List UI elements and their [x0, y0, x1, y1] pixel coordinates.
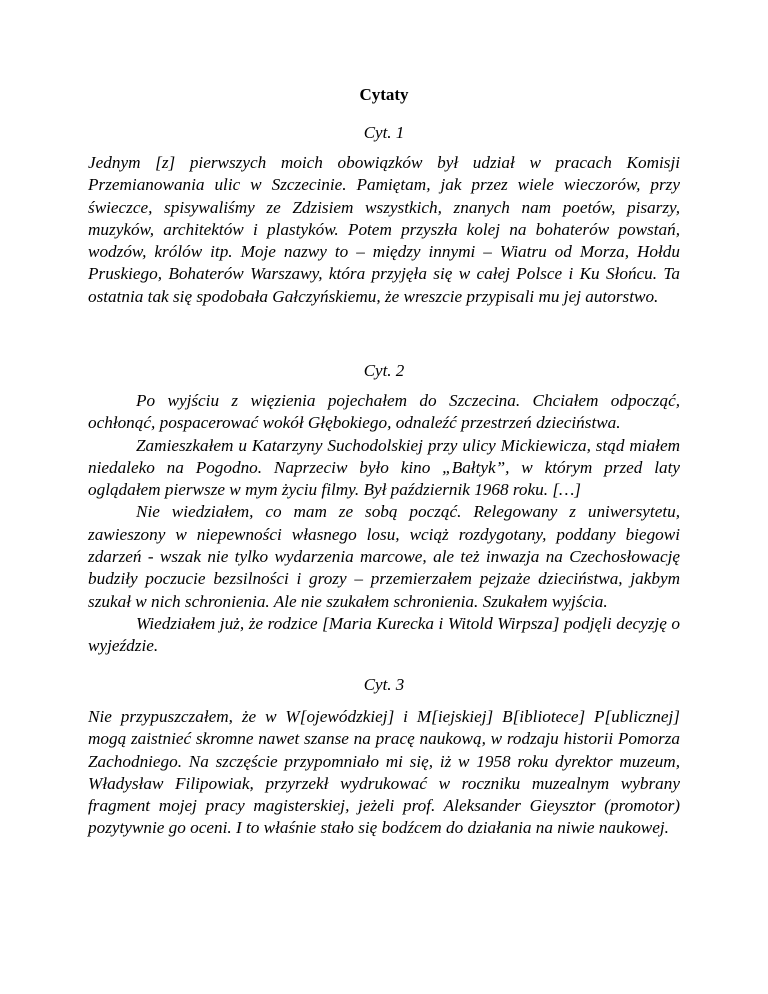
quote-3-heading: Cyt. 3	[363, 675, 405, 694]
quote-2-paragraph-2: Zamieszkałem u Katarzyny Suchodolskiej przy ulicy Mickiewicza, stąd miałem niedaleko na Pogodno. Naprzeciw było kino „Bałtyk”, w którym przed laty oglądałem pierwsze w mym życiu filmy. Był październik 1968 roku. […]	[88, 435, 680, 500]
quote-2-body	[88, 390, 680, 658]
quote-3-paragraph-1: Nie przypuszczałem, że w W[ojewódzkiej] i M[iejskiej] B[ibliotece] P[ublicznej] mogą zaistnieć skromne nawet szanse na pracę naukową, w rodzaju historii Pomorza Zachodniego. Na szczęście przypomniało mi się, iż w 1958 roku dyrektor muzeum, Władysław Filipowiak, przyrzekł wydrukować w roczniku muzealnym wybrany fragment mojej pracy magisterskiej, jeżeli prof. Aleksander Gieysztor (promotor) pozytywnie go oceni. I to właśnie stało się bodźcem do działania na niwie naukowej.	[88, 707, 680, 838]
quote-3-body	[88, 706, 680, 840]
document-title: Cytaty	[359, 85, 409, 104]
quote-2-paragraph-4: Wiedziałem już, że rodzice [Maria Kurecka i Witold Wirpsza] podjęli decyzję o wyjeździe.	[88, 613, 680, 656]
quote-2-paragraph-3: Nie wiedziałem, co mam ze sobą począć. Relegowany z uniwersytetu, zawieszony w niepewności własnego losu, wciąż rozdygotany, poddany biegowi zdarzeń - wszak nie tylko wydarzenia marcowe, ale też inwazja na Czechosłowację budziły poczucie bezsilności i grozy – przemierzałem pejzaże dzieciństwa, jakbym szukał w nich schronienia. Ale nie szukałem schronienia. Szukałem wyjścia.	[88, 502, 680, 611]
quote-2-heading: Cyt. 2	[363, 361, 405, 380]
quote-2-paragraph-1: Po wyjściu z więzienia pojechałem do Szczecina. Chciałem odpocząć, ochłonąć, pospacerować wokół Głębokiego, odnaleźć przestrzeń dzieciństwa.	[88, 391, 680, 433]
quote-1-heading: Cyt. 1	[363, 123, 405, 142]
quote-1-body	[88, 152, 680, 308]
quote-1-paragraph-1: Jednym [z] pierwszych moich obowiązków był udział w pracach Komisji Przemianowania ulic w Szczecinie. Pamiętam, jak przez wiele wieczorów, przy świeczce, spisywaliśmy ze Zdzisiem wszystkich, znanych nam poetów, pisarzy, muzyków, architektów i plastyków. Potem przyszła kolej na bohaterów powstań, wodzów, królów itp. Moje nazwy to – między innymi – Wiatru od Morza, Hołdu Pruskiego, Bohaterów Warszawy, która przyjęła się w całej Polsce i Ku Słońcu. Ta ostatnia tak się spodobała Gałczyńskiemu, że wreszcie przypisali mu jej autorstwo.	[88, 153, 680, 306]
